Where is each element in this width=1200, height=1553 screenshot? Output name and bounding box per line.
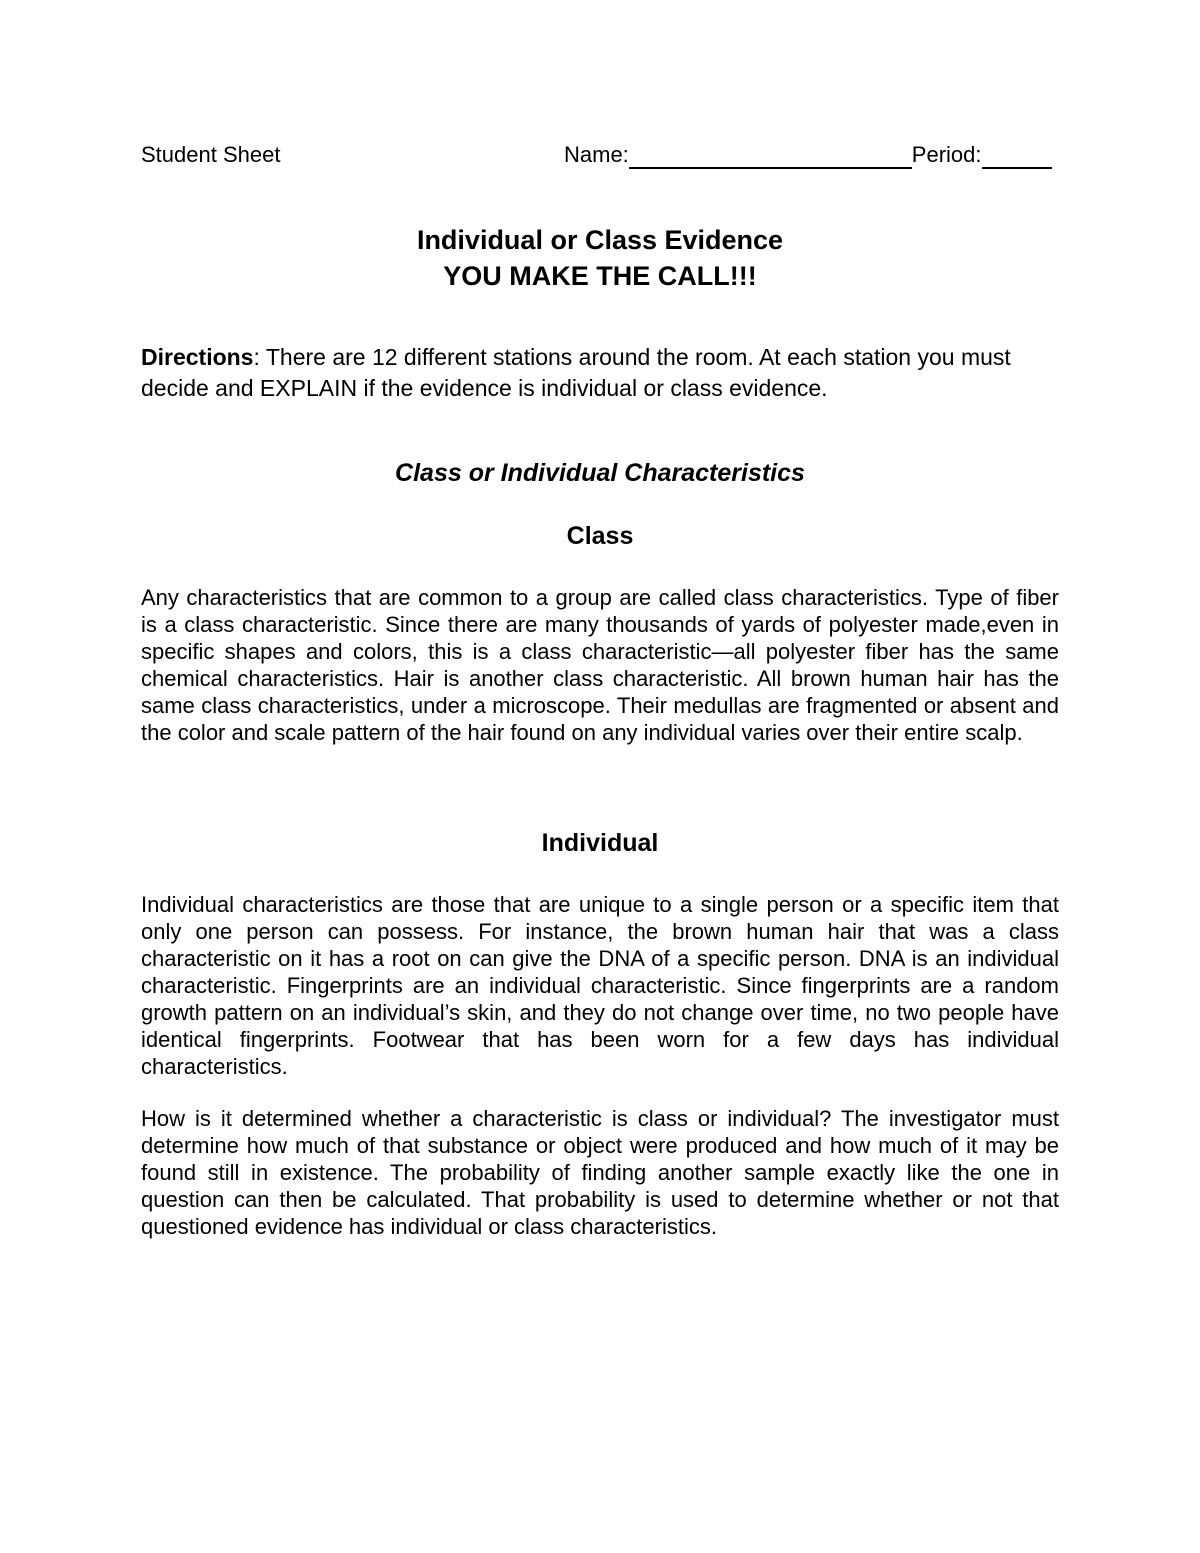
page-subtitle: YOU MAKE THE CALL!!! bbox=[443, 261, 757, 291]
student-sheet-label: Student Sheet bbox=[141, 142, 281, 167]
individual-heading: Individual bbox=[541, 829, 659, 857]
class-paragraph: Any characteristics that are common to a group are called class characteristics. Type of fiber is a class characteristic. Since there are many thousands of yards of polyester made,even in specific shapes and colors, this is a class characteristic—all polyester fiber has the same chemical characteristics. Hair is another class characteristic. All brown human hair has the same class characteristics, under a microscope. Their medullas are fragmented or absent and the color and scale pattern of the hair found on any individual varies over their entire scalp. bbox=[141, 585, 1059, 745]
sheet-header bbox=[141, 141, 1061, 171]
characteristics-heading: Class or Individual Characteristics bbox=[395, 459, 805, 487]
directions-text: : There are 12 different stations around the room. At each station you must decide and EXPLAIN if the evidence is individual or class evidence. bbox=[141, 344, 1011, 401]
directions-label: Directions bbox=[141, 344, 254, 370]
name-label: Name: bbox=[564, 142, 629, 167]
directions-paragraph bbox=[141, 342, 1061, 404]
individual-paragraph: Individual characteristics are those that are unique to a single person or a specific item that only one person can possess. For instance, the brown human hair that was a class characteristic on it has a root on can give the DNA of a specific person. DNA is an individual characteristic. Fingerprints are an individual characteristic. Since fingerprints are a random growth pattern on an individual’s skin, and they do not change over time, no two people have identical fingerprints. Footwear that has been worn for a few days has individual characteristics. bbox=[141, 892, 1059, 1079]
determination-paragraph: How is it determined whether a characteristic is class or individual? The investigator must determine how much of that substance or object were produced and how much of it may be found still in existence. The probability of finding another sample exactly like the one in question can then be calculated. That probability is used to determine whether or not that questioned evidence has individual or class characteristics. bbox=[141, 1106, 1059, 1239]
period-blank-line bbox=[982, 143, 1052, 169]
name-period-group bbox=[564, 141, 1052, 169]
period-label: Period: bbox=[911, 142, 982, 167]
page-title: Individual or Class Evidence bbox=[416, 225, 784, 255]
class-heading: Class bbox=[566, 522, 634, 550]
name-blank-line bbox=[629, 143, 912, 169]
